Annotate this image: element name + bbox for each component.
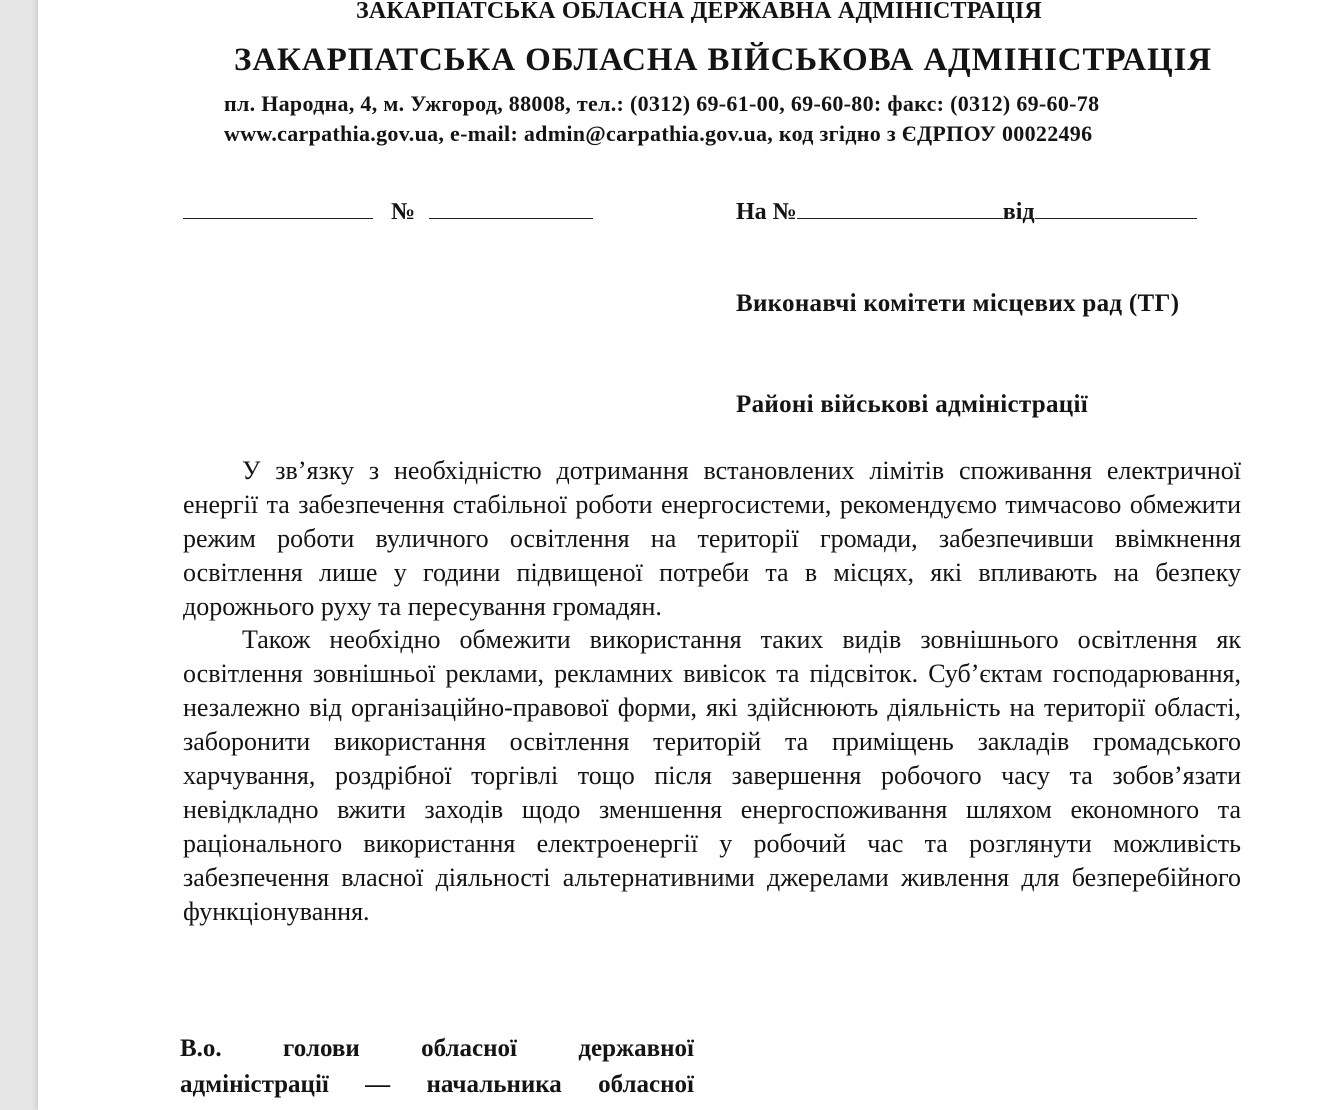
reply-to-number-label: На № xyxy=(736,199,797,225)
addressee-executive-committees: Виконавчі комітети місцевих рад (ТГ) xyxy=(736,290,1180,317)
org-address-phone: пл. Народна, 4, м. Ужгород, 88008, тел.: (0312) 69-61-00, 69-60-80: факс: (0312) 69-60-78 xyxy=(224,91,1100,116)
outgoing-registration xyxy=(183,196,593,226)
signature-position-line-1: В.о. голови обласної державної xyxy=(180,1035,694,1062)
body-paragraph-2 xyxy=(183,623,1241,929)
outgoing-date-blank xyxy=(183,196,373,219)
signature-block xyxy=(180,1031,694,1103)
body-paragraph-1-text: У зв’язку з необхідністю дотримання встановлених лімітів споживання електричної енергії та забезпечення стабільної роботи енергосистеми, рекомендуємо тимчасово обмежити режим роботи вуличного освітлення на території громади, забезпечивши ввімкнення освітлення лише у години підвищеної потреби та в місцях, які впливають на безпеку дорожнього руху та пересування громадян. xyxy=(183,456,1241,621)
org-title-state-administration: ЗАКАРПАТСЬКА ОБЛАСНА ДЕРЖАВНА АДМІНІСТРАЦІЯ xyxy=(356,0,1042,24)
body-paragraph-2-text: Також необхідно обмежити використання таких видів зовнішнього освітлення як освітлення зовнішньої реклами, рекламних вивісок та підсвіток. Суб’єктам господарювання, незалежно від організаційно-правової форми, які здійснюють діяльність на території області, заборонити використання освітлення територій та приміщень закладів громадського харчування, роздрібної торгівлі тощо після завершення робочого часу та зобов’язати невідкладно вжити заходів щодо зменшення енергоспоживання шляхом економного та раціонального використання електроенергії у робочий час та розглянути можливість забезпечення власної діяльності альтернативними джерелами живлення для безперебійного функціонування. xyxy=(183,625,1241,926)
incoming-reference xyxy=(736,196,1197,226)
org-web-email-code: www.carpathia.gov.ua, e-mail: admin@carpathia.gov.ua, код згідно з ЄДРПОУ 00022496 xyxy=(224,121,1093,146)
reply-from-date-blank xyxy=(1035,196,1197,219)
org-title-military-administration: ЗАКАРПАТСЬКА ОБЛАСНА ВІЙСЬКОВА АДМІНІСТРАЦІЯ xyxy=(234,42,1213,78)
body-paragraph-1 xyxy=(183,454,1241,624)
reply-from-label: від xyxy=(1002,199,1035,225)
reply-to-number-blank xyxy=(797,196,1003,219)
outgoing-number-blank xyxy=(429,196,593,219)
signature-position-line-2: адміністрації — начальника обласної xyxy=(180,1071,694,1098)
outgoing-number-label: № xyxy=(391,199,416,225)
addressee-district-administrations: Районі військові адміністрації xyxy=(736,391,1088,418)
